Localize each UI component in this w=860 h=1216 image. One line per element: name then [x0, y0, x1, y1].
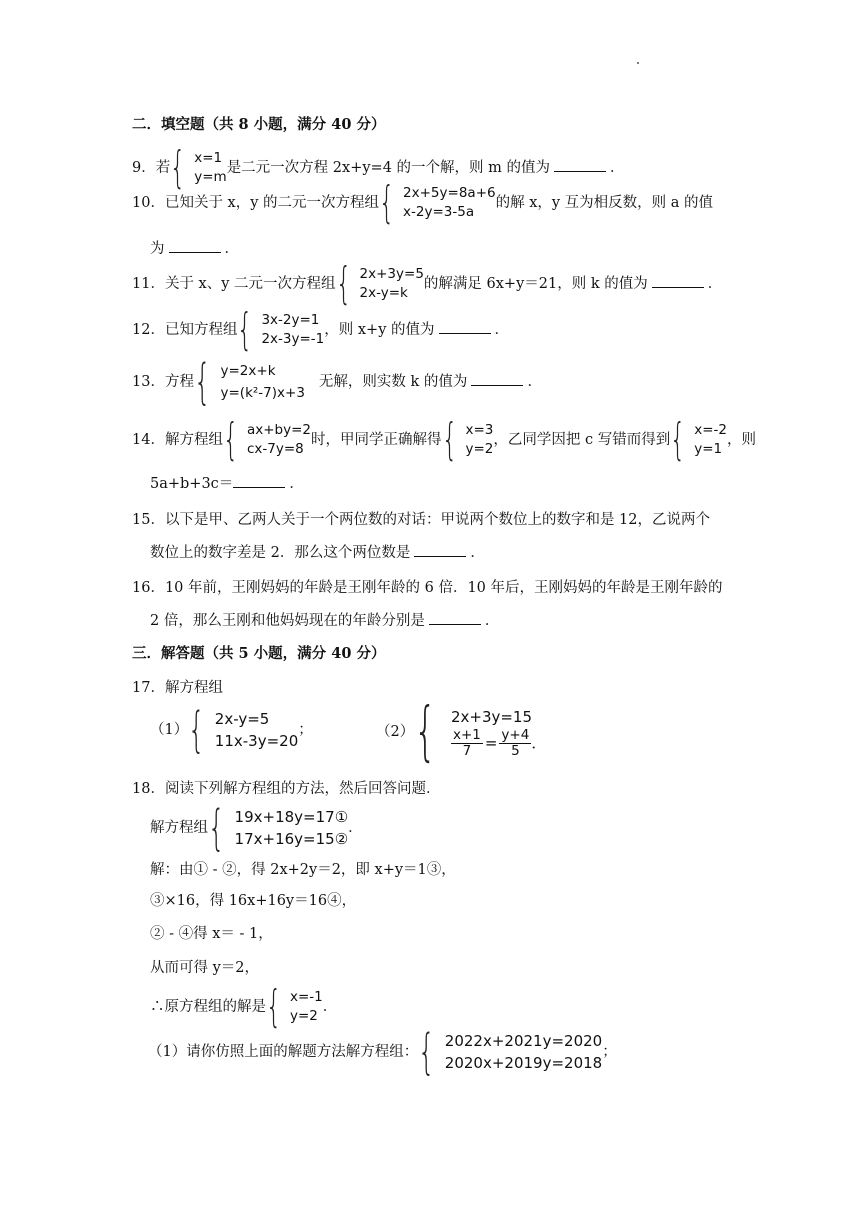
q17-part2-end: ．	[531, 734, 547, 752]
q14-system: { ax+by=2 cx-7y=8	[222, 414, 311, 465]
q11-number: 11．关于 x、y 二元一次方程组	[132, 276, 336, 292]
q18-step-2: ③×16，得 16x+16y＝16④，	[150, 893, 357, 909]
q17-part2-system: { 2x+3y=15 $\frac{x+1}{7}$ = $\frac{y+4}{5}$ ．	[414, 695, 547, 769]
q14-sol1-y: y=2	[465, 441, 494, 457]
question-15-line2	[150, 541, 485, 562]
q10-eq1: 2x+5y=8a+6	[403, 185, 496, 201]
q17-frac-a-num: x+1	[452, 726, 481, 743]
q12-text: ，则 x+y 的值为	[324, 322, 435, 338]
q16-end: ．	[484, 613, 500, 629]
q11-text: 的解满足 6x+y＝21，则 k 的值为	[423, 276, 648, 292]
q14-sol1-x: x=3	[465, 422, 494, 438]
q18-solution-system: { x=-1 y=2	[266, 981, 323, 1032]
q17-part2-eq1: 2x+3y=15	[450, 707, 533, 726]
q18-part1-system: { 2022x+2021y=2020 2020x+2019y=2018	[418, 1024, 603, 1080]
q11-eq2: 2x-y=k	[359, 285, 408, 301]
q9-end: ．	[610, 160, 625, 176]
q9-eq1: x=1	[194, 150, 223, 166]
q13-eq1: y=2x+k	[220, 363, 276, 379]
question-10-line2	[150, 237, 239, 258]
q18-solution-y: y=2	[290, 1008, 318, 1024]
q9-answer-blank	[554, 159, 606, 172]
q11-answer-blank	[652, 275, 704, 288]
q9-eq2: y=m	[194, 169, 227, 185]
q18-part1-end: ；	[602, 1044, 617, 1060]
q18-step-5-end: ．	[322, 999, 338, 1015]
question-14	[132, 414, 756, 465]
q14-text2: ，乙同学因把 c 写错而得到	[493, 432, 671, 448]
q15-answer-blank	[414, 544, 466, 557]
q10-text: 的解 x，y 互为相反数，则 a 的值	[495, 195, 714, 211]
q12-number: 12．已知方程组	[132, 322, 238, 338]
q13-answer-blank	[471, 373, 523, 386]
q13-system: { y=2x+k y=(k²-7)x+3	[193, 354, 305, 410]
question-18-title: 18．阅读下列解方程组的方法，然后回答问题．	[132, 781, 441, 797]
q12-eq2: 2x-3y=-1	[261, 331, 325, 347]
q18-intro-end: ．	[348, 820, 363, 836]
q9-number: 9．若	[132, 160, 171, 176]
q17-part2-fraction-a	[451, 728, 483, 759]
q18-part-1	[148, 1024, 617, 1080]
q18-example-system: { 19x+18y=17① 17x+16y=15②	[208, 800, 349, 856]
q14-text3: ，则	[727, 432, 756, 448]
q14-sol2-y: y=1	[694, 441, 723, 457]
q10-eq2: x-2y=3-5a	[403, 204, 475, 220]
question-17-part-1	[150, 702, 313, 758]
q18-step-3: ② - ④得 x＝ - 1，	[150, 926, 273, 942]
q12-end: ．	[494, 322, 510, 338]
q17-part1-eq2: 11x-3y=20	[214, 732, 299, 750]
q14-number: 14．解方程组	[132, 432, 223, 448]
q13-number: 13．方程	[132, 374, 194, 390]
q13-end: ．	[527, 374, 542, 390]
q18-part1-eq1: 2022x+2021y=2020	[444, 1032, 603, 1050]
q14-text1: 时，甲同学正确解得	[311, 432, 442, 448]
q9-system: { x=1 y=m	[170, 142, 227, 193]
q16-line2-text: 2 倍，那么王刚和他妈妈现在的年龄分别是	[150, 613, 425, 629]
q14-solution-2: { x=-2 y=1	[670, 414, 727, 465]
q17-frac-a-den: 7	[462, 742, 472, 759]
question-17-part-2	[376, 695, 547, 769]
q10-end: ．	[224, 241, 239, 257]
section-2-heading: 二．填空题（共 8 小题，满分 40 分）	[132, 116, 386, 133]
q15-line2-text: 数位上的数字差是 2．那么这个两位数是	[150, 545, 411, 561]
q12-system: { 3x-2y=1 2x-3y=-1	[237, 304, 325, 355]
q18-step-4: 从而可得 y＝2，	[150, 960, 260, 976]
q17-part1-eq1: 2x-y=5	[214, 710, 270, 728]
q15-end: ．	[470, 545, 485, 561]
q11-system: { 2x+3y=5 2x-y=k	[335, 258, 424, 309]
q17-part1-end: ；	[298, 722, 313, 738]
q12-answer-blank	[439, 321, 491, 334]
q12-eq1: 3x-2y=1	[261, 312, 320, 328]
q14-answer-blank	[233, 475, 285, 488]
q10-system: { 2x+5y=8a+6 x-2y=3-5a	[379, 177, 496, 228]
q18-example-eq2: 17x+16y=15②	[234, 830, 349, 848]
q17-part2-fraction-b	[499, 728, 531, 759]
question-14-line2	[150, 472, 304, 493]
q17-frac-b-num: y+4	[501, 726, 530, 743]
q14-eq1: ax+by=2	[246, 422, 311, 438]
q18-step-5	[150, 981, 338, 1032]
section-3-heading: 三．解答题（共 5 小题，满分 40 分）	[132, 645, 386, 662]
q18-part1-eq2: 2020x+2019y=2018	[444, 1054, 603, 1072]
q16-answer-blank	[429, 612, 481, 625]
q18-step-1: 解：由① - ②，得 2x+2y＝2，即 x+y＝1③，	[150, 862, 456, 878]
q10-line2-text: 为	[150, 241, 165, 257]
decorative-dot	[637, 62, 639, 64]
question-16-line2	[150, 609, 499, 630]
q9-text: 是二元一次方程 2x+y=4 的一个解，则 m 的值为	[226, 160, 550, 176]
question-18-intro	[150, 800, 363, 856]
q14-sol2-x: x=-2	[694, 422, 727, 438]
question-15-line1: 15．以下是甲、乙两人关于一个两位数的对话：甲说两个数位上的数字和是 12，乙说两个	[132, 512, 711, 528]
q17-frac-b-den: 5	[511, 742, 520, 759]
question-13	[132, 354, 542, 410]
q17-part1-label: （1）	[150, 722, 189, 738]
q18-solution-x: x=-1	[290, 989, 323, 1005]
question-12	[132, 304, 510, 355]
q11-eq1: 2x+3y=5	[359, 266, 424, 282]
question-17-title: 17．解方程组	[132, 680, 223, 696]
q10-answer-blank	[169, 240, 221, 253]
question-11	[132, 258, 723, 309]
q14-line2-text: 5a+b+3c＝	[150, 476, 234, 492]
q10-number: 10．已知关于 x，y 的二元一次方程组	[132, 195, 380, 211]
q14-solution-1: { x=3 y=2	[441, 414, 494, 465]
q14-eq2: cx-7y=8	[246, 441, 304, 457]
q13-text: 无解，则实数 k 的值为	[318, 374, 468, 390]
q14-end: ．	[289, 476, 304, 492]
q17-part2-label: （2）	[376, 724, 415, 740]
q18-part1-text: （1）请你仿照上面的解题方法解方程组：	[148, 1044, 419, 1060]
q18-step-5-text: ∴原方程组的解是	[150, 999, 266, 1015]
q17-part1-system: { 2x-y=5 11x-3y=20	[188, 702, 299, 758]
q18-example-eq1: 19x+18y=17①	[234, 808, 349, 826]
q11-end: ．	[707, 276, 723, 292]
q17-part2-equals: =	[484, 734, 498, 752]
q18-intro-text: 解方程组	[150, 820, 208, 836]
q13-eq2: y=(k²-7)x+3	[220, 385, 305, 401]
question-16-line1: 16．10 年前，王刚妈妈的年龄是王刚年龄的 6 倍．10 年后，王刚妈妈的年龄是王刚年龄的	[132, 580, 723, 596]
